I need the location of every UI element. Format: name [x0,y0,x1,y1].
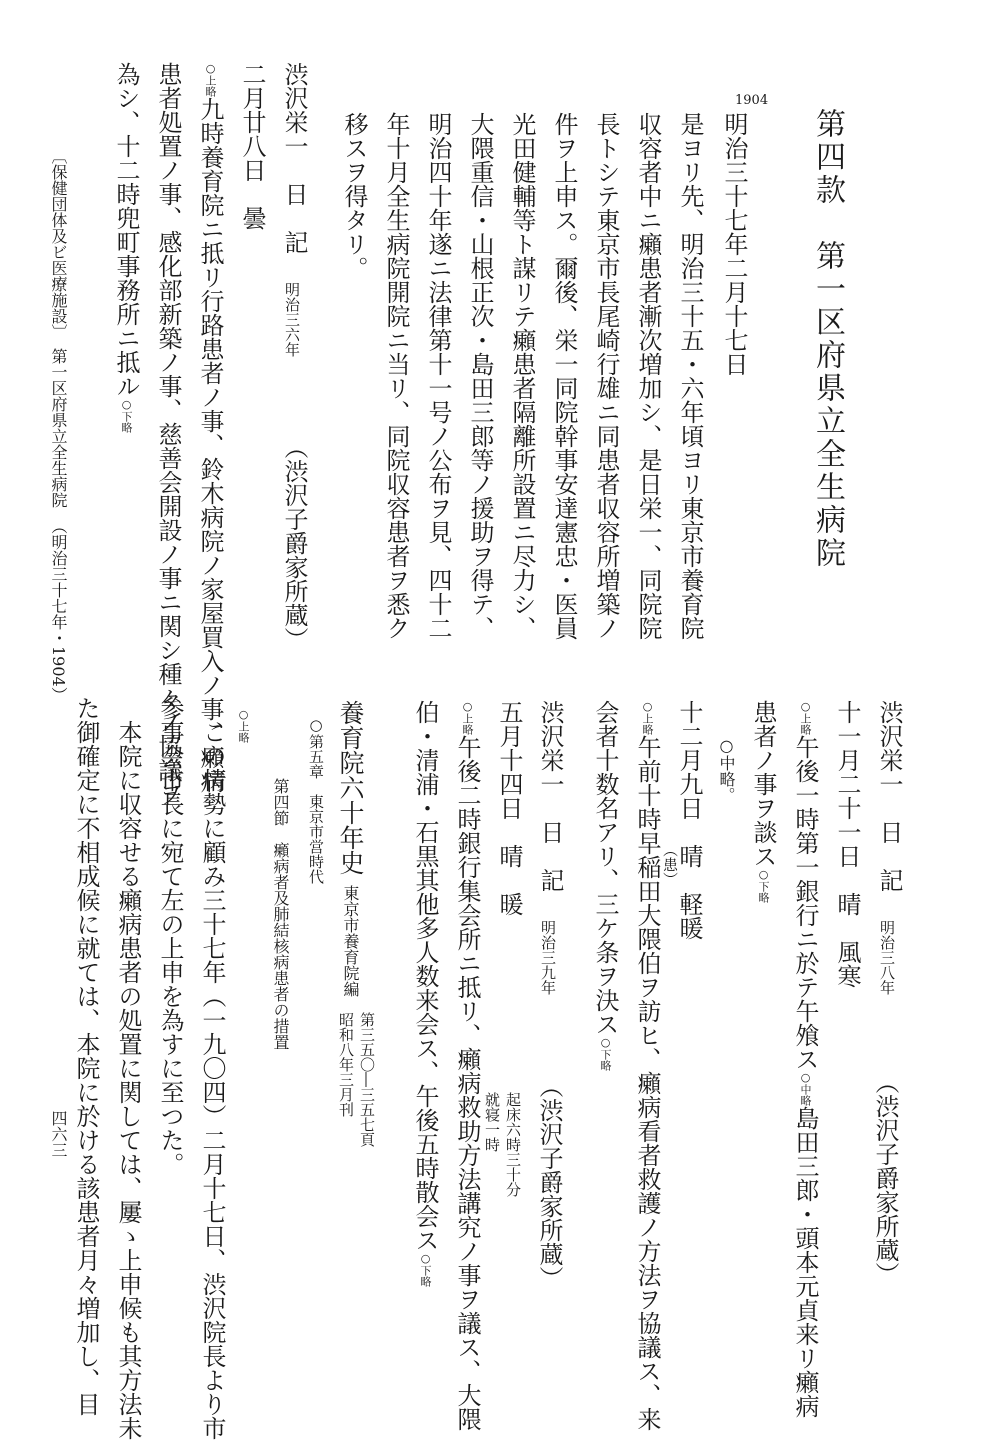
diary2b-line-1 [635,700,659,1431]
diary2-line-1b: 島田三郎・頭本元貞来リ癩病 [791,1106,819,1418]
diary2b-line-1-text: 午前十時早稲田大隈伯ヲ訪ヒ、癩病看者救護ノ方法ヲ協議ス、来 [633,735,661,1431]
diary2-date: 十一月二十一日 晴 風寒 [833,700,861,988]
history-line-2: 参事会市長に宛て左の上申を為すに至つた。 [156,696,184,1176]
history-line-3: 本院に収容せる癩病患者の処置に関しては、屢ゝ上申候も其方法未 [114,720,142,1440]
body-line-7: 明治四十年遂ニ法律第十一号ノ公布ヲ見、四十二 [424,112,452,640]
diary3-line-1 [455,700,479,1431]
body-line-5: 光田健輔等ト謀リテ癩患者隔離所設置ニ尽力シ、 [508,112,536,640]
diary2b-correction: （患） [661,842,679,887]
diary2-line-1 [793,700,817,1418]
history-title-text: 養育院六十年史 [336,700,365,875]
diary2b-line-2-text: 会者十数名アリ、三ケ条ヲ決ス [591,700,619,1036]
diary1-date: 二月廿八日 曇 [238,62,266,230]
history-editor: 東京市養育院編 [341,885,360,997]
diary1-line-1 [198,62,222,793]
body-line-2: 収容者中ニ癩患者漸次増加シ、是日栄一、同院院 [634,112,662,640]
section-title: 第四款 第一区府県立全生病院 [810,108,845,570]
date-heading: 明治三十七年二月十七日 [720,112,748,376]
diary2-end-mark: ○下略 [757,868,770,903]
diary3-title: 渋沢栄一 日 記 [536,700,564,892]
diary3-line-2 [413,700,437,1287]
diary3-source: （渋沢子爵家所蔵） [535,1074,563,1290]
diary3-line-2-text: 伯・清浦・石黒其他多人数来会ス、午後五時散会ス [411,700,439,1252]
diary2b-line-2 [593,700,617,1071]
diary1-line-3 [114,62,138,433]
history-line-1: この情勢に顧み三十七年（一九〇四）二月十七日、渋沢院長より市 [198,720,226,1440]
diary2-year: 明治三八年 [878,920,896,995]
diary3-date: 五月十四日 晴 暖 [495,700,523,916]
body-line-4: 件ヲ上申ス。爾後、栄一同院幹事安達憲忠・医員 [550,112,578,640]
body-line-9: 移スヲ得タリ。 [340,112,368,280]
body-line-3: 長トシテ東京市長尾崎行雄ニ同患者収容所増築ノ [592,112,620,640]
history-mark: ○上略 [237,708,250,743]
diary3-mark: ○上略 [461,700,474,735]
page-number: 四六三 [49,1110,68,1158]
history-chapter: ○第五章 東京市営時代 [307,716,325,884]
diary2b-end-mark: ○下略 [599,1036,612,1071]
diary2-line-2-text: 患者ノ事ヲ談ス [749,700,777,868]
footer-year: （明治三十七年・1904） [49,518,68,703]
diary2b-date: 十二月九日 晴 軽暖 [675,700,703,940]
diary2-line-2 [751,700,775,903]
diary2-line-1a: 午後一時第一銀行ニ於テ午飧ス [791,735,819,1071]
history-published: 昭和八年三月刊 [337,1012,355,1117]
diary2-source: （渋沢子爵家所蔵） [871,1070,899,1286]
history-section: 第四節 癩病者及肺結核病患者の措置 [271,778,290,1050]
diary1-line-3-text: 為シ、十二時兜町事務所ニ抵ル [112,62,140,398]
footer-section: 〔保健団体及ビ医療施設〕 [49,148,68,340]
diary3-wake [484,1092,520,1197]
body-line-6: 大隈重信・山根正次・島田三郎等ノ援助ヲ得テ、 [466,112,494,640]
year-arabic: 1904 [735,93,769,108]
history-meta [338,1012,374,1147]
diary3-year: 明治三九年 [539,920,557,995]
body-line-8: 年十月全生病院開院ニ当リ、同院収容患者ヲ悉ク [382,112,410,640]
diary1-end-mark: ○下略 [120,398,133,433]
diary2b-mark: ○上略 [641,700,654,735]
diary1-mark: ○上略 [204,62,217,97]
diary1-year: 明治三六年 [283,282,301,357]
history-line-4: た御確定に不相成候に就ては、本院に於ける該患者月々増加し、目 [72,696,100,1416]
history-pages: 第三五〇―三五七頁 [358,1012,376,1147]
diary1-source: （渋沢子爵家所蔵） [280,435,308,651]
diary2-mark: ○上略 [799,700,812,735]
diary3-wake-a: 起床六時三十分 [504,1092,522,1197]
diary3-wake-b: 就寝一時 [483,1092,501,1152]
diary2-mid-mark: ○中略 [799,1071,812,1106]
footer-subsection: 第一区府県立全生病院 [49,348,68,508]
diary1-line-1-text: 九時養育院ニ抵リ行路患者ノ事、鈴木病院ノ家屋買入ノ事、癩病 [196,97,224,793]
diary3-line-1-text: 午後二時銀行集会所ニ抵リ、癩病救助方法講究ノ事ヲ議ス、大隈 [453,735,481,1431]
diary3-end-mark: ○下略 [419,1252,432,1287]
diary1-title: 渋沢栄一 日 記 [280,62,308,254]
body-line-1: 是ヨリ先、明治三十五・六年頃ヨリ東京市養育院 [676,112,704,640]
history-title [338,700,363,997]
diary2-title: 渋沢栄一 日 記 [875,700,903,892]
diary2-omission: ○中略。 [717,736,736,803]
diary1-line-2: 患者処置ノ事、感化部新築ノ事、慈善会開設ノ事ニ関シ種々ノ協議ヲ [154,62,182,806]
